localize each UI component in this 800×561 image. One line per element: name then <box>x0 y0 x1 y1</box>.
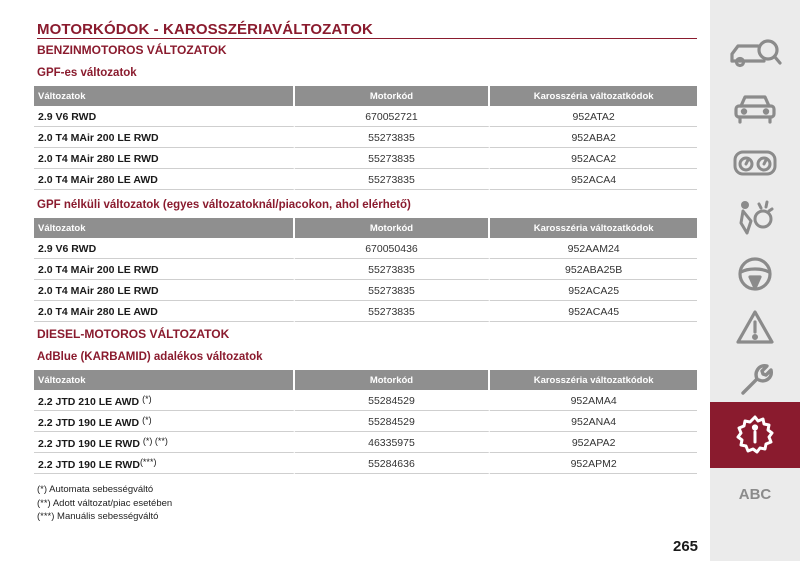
column-header-variant: Változatok <box>34 86 295 106</box>
body-code-cell: 952AAM24 <box>490 240 697 259</box>
sidebar-item-search-car[interactable] <box>710 33 800 73</box>
table-header-row <box>34 370 697 390</box>
footnote-marker: (***) <box>139 457 157 467</box>
table-row <box>34 282 697 301</box>
body-code-cell: 952ACA4 <box>490 171 697 190</box>
footnote-marker: (*) <box>142 394 152 404</box>
wrench-icon <box>735 359 775 399</box>
table-header-row <box>34 218 697 238</box>
petrol-heading: BENZINMOTOROS VÁLTOZATOK <box>37 43 227 57</box>
body-code-cell: 952AMA4 <box>490 392 697 411</box>
variant-cell: 2.0 T4 MAir 200 LE RWD <box>34 129 295 148</box>
diesel-heading: DIESEL-MOTOROS VÁLTOZATOK <box>37 327 230 341</box>
body-code-cell: 952ABA25B <box>490 261 697 280</box>
gpf-heading: GPF-es változatok <box>37 67 137 79</box>
table-row <box>34 303 697 322</box>
engine-code-cell: 46335975 <box>295 434 491 453</box>
table-row <box>34 171 697 190</box>
column-header-engine-code: Motorkód <box>295 86 491 106</box>
variant-cell: 2.0 T4 MAir 280 LE AWD <box>34 303 295 322</box>
engine-code-cell: 55273835 <box>295 282 491 301</box>
variant-cell: 2.0 T4 MAir 280 LE AWD <box>34 171 295 190</box>
body-code-cell: 952ACA25 <box>490 282 697 301</box>
no-gpf-table <box>34 216 697 324</box>
footnote-automatic: (*) Automata sebességváltó <box>37 484 154 495</box>
body-code-cell: 952APA2 <box>490 434 697 453</box>
page-title: MOTORKÓDOK - KAROSSZÉRIAVÁLTOZATOK <box>37 21 373 38</box>
footnotes <box>37 483 172 524</box>
column-header-engine-code: Motorkód <box>295 370 491 390</box>
engine-code-cell: 55284529 <box>295 392 491 411</box>
body-code-cell: 952ACA45 <box>490 303 697 322</box>
table-row <box>34 240 697 259</box>
abc-index-label: ABC <box>738 485 772 503</box>
body-code-cell: 952ACA2 <box>490 150 697 169</box>
sidebar-item-safety[interactable] <box>710 197 800 237</box>
table-row <box>34 413 697 432</box>
sidebar-item-index[interactable] <box>710 474 800 514</box>
variant-name: 2.2 JTD 190 LE RWD <box>38 438 140 450</box>
column-header-body-code: Karosszéria változatkódok <box>490 86 697 106</box>
no-gpf-heading: GPF nélküli változatok (egyes változatoknál/piacokon, ahol elérhető) <box>37 199 411 211</box>
engine-code-cell: 55273835 <box>295 150 491 169</box>
car-search-icon <box>728 35 782 71</box>
footnote-marker: (*) (**) <box>142 436 168 446</box>
sidebar-item-emergency[interactable] <box>710 307 800 347</box>
sidebar-item-maintenance[interactable] <box>710 359 800 399</box>
airbag-person-icon <box>735 199 775 235</box>
adblue-heading: AdBlue (KARBAMID) adalékos változatok <box>37 351 263 363</box>
variant-name: 2.2 JTD 210 LE AWD <box>38 396 140 408</box>
engine-code-cell: 670050436 <box>295 240 491 259</box>
table-row <box>34 150 697 169</box>
variant-cell <box>34 413 295 432</box>
table-row <box>34 434 697 453</box>
body-code-cell: 952APM2 <box>490 455 697 474</box>
variant-cell: 2.0 T4 MAir 280 LE RWD <box>34 282 295 301</box>
footnote-marker: (*) <box>142 415 152 425</box>
dashboard-gauge-icon <box>733 150 777 176</box>
engine-code-cell: 670052721 <box>295 108 491 127</box>
warning-triangle-icon <box>735 309 775 345</box>
table-row <box>34 129 697 148</box>
variant-cell <box>34 434 295 453</box>
column-header-variant: Változatok <box>34 218 295 238</box>
diesel-table <box>34 368 697 476</box>
footnote-manual: (***) Manuális sebességváltó <box>37 511 159 522</box>
sidebar-item-driving[interactable] <box>710 254 800 294</box>
variant-name: 2.2 JTD 190 LE RWD <box>38 459 140 471</box>
table-row <box>34 261 697 280</box>
column-header-variant: Változatok <box>34 370 295 390</box>
info-gear-icon <box>733 413 777 457</box>
variant-name: 2.2 JTD 190 LE AWD <box>38 417 140 429</box>
table-header-row <box>34 86 697 106</box>
body-code-cell: 952ATA2 <box>490 108 697 127</box>
column-header-engine-code: Motorkód <box>295 218 491 238</box>
page-number: 265 <box>673 538 699 555</box>
column-header-body-code: Karosszéria változatkódok <box>490 218 697 238</box>
variant-cell <box>34 455 295 474</box>
sidebar-item-vehicle[interactable] <box>710 89 800 129</box>
engine-code-cell: 55284636 <box>295 455 491 474</box>
sidebar-item-technical-data[interactable] <box>710 402 800 468</box>
engine-code-cell: 55273835 <box>295 261 491 280</box>
variant-cell <box>34 392 295 411</box>
title-divider <box>37 38 697 39</box>
car-front-icon <box>733 93 777 125</box>
table-row <box>34 108 697 127</box>
table-row <box>34 455 697 474</box>
chapter-sidebar <box>710 0 800 561</box>
engine-code-cell: 55284529 <box>295 413 491 432</box>
footnote-market: (**) Adott változat/piac esetében <box>37 497 173 509</box>
sidebar-item-instruments[interactable] <box>710 143 800 183</box>
steering-wheel-icon <box>736 255 774 293</box>
body-code-cell: 952ANA4 <box>490 413 697 432</box>
engine-code-cell: 55273835 <box>295 171 491 190</box>
variant-cell: 2.9 V6 RWD <box>34 108 295 127</box>
column-header-body-code: Karosszéria változatkódok <box>490 370 697 390</box>
body-code-cell: 952ABA2 <box>490 129 697 148</box>
engine-code-cell: 55273835 <box>295 303 491 322</box>
variant-cell: 2.0 T4 MAir 280 LE RWD <box>34 150 295 169</box>
variant-cell: 2.9 V6 RWD <box>34 240 295 259</box>
engine-code-cell: 55273835 <box>295 129 491 148</box>
variant-cell: 2.0 T4 MAir 200 LE RWD <box>34 261 295 280</box>
table-row <box>34 392 697 411</box>
gpf-table <box>34 84 697 192</box>
